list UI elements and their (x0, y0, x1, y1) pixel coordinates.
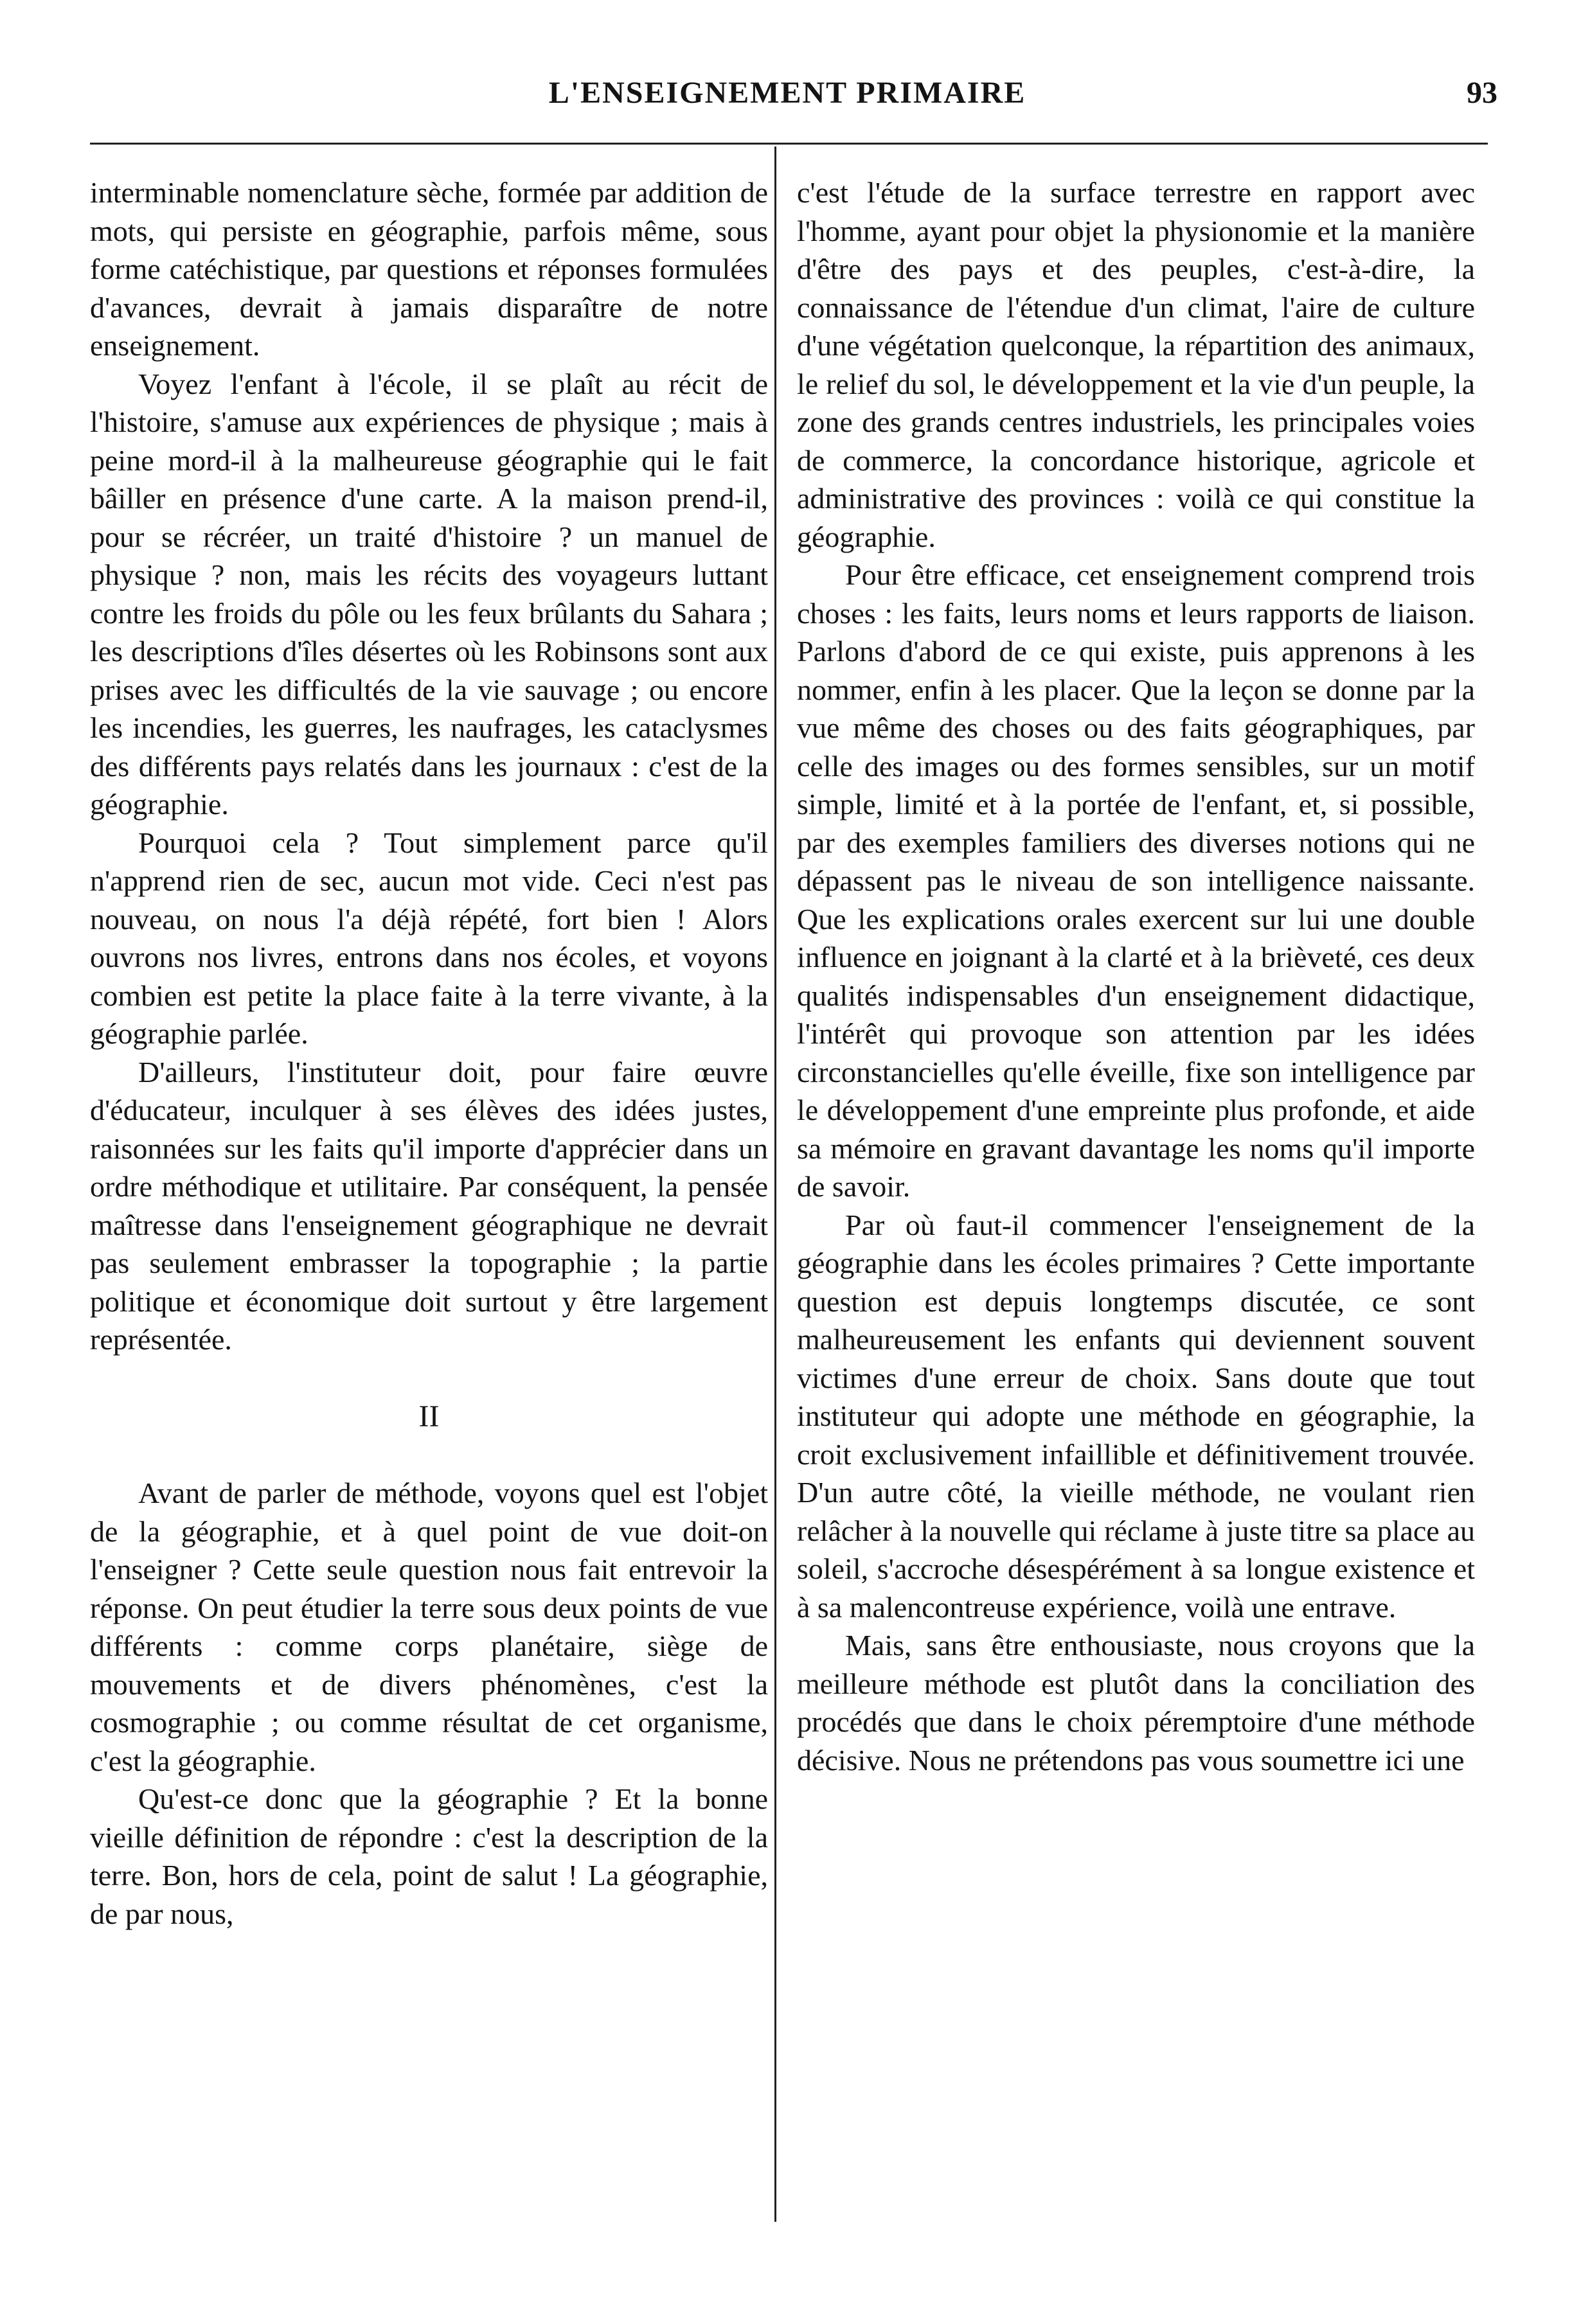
left-column (90, 173, 768, 1933)
paragraph: Avant de parler de méthode, voyons quel est l'objet de la géographie, et à quel point de vue doit-on l'enseigner ? Cette seule question nous fait entrevoir la réponse. On peut étudier la terre sous deux points de vue différents : comme corps planétaire, siège de mouvements et de divers phénomènes, c'est la cosmographie ; ou comme résultat de cet organisme, c'est la géographie. (90, 1477, 768, 1777)
page-number: 93 (1467, 76, 1497, 110)
paragraph: Pourquoi cela ? Tout simplement parce qu'il n'apprend rien de sec, aucun mot vide. Ceci n'est pas nouveau, on nous l'a déjà répété, fort bien ! Alors ouvrons nos livres, entrons dans nos écoles, et voyons combien est petite la place faite à la terre vivante, à la géographie parlée. (90, 826, 768, 1050)
paragraph-continued: c'est l'étude de la surface terrestre en rapport avec l'homme, ayant pour objet la physionomie et la manière d'être des pays et des peuples, c'est-à-dire, la connaissance de l'étendue d'un climat, l'aire de culture d'une végétation quelconque, la répartition des animaux, le relief du sol, le développement et la vie d'un peuple, la zone des grands centres industriels, les principales voies de commerce, la concordance historique, agricole et administrative des provinces : voilà ce qui constitue la géographie. (797, 176, 1475, 553)
paragraph: D'ailleurs, l'instituteur doit, pour faire œuvre d'éducateur, inculquer à ses élèves des idées justes, raisonnées sur les faits qu'il importe d'apprécier dans un ordre méthodique et utilitaire. Par conséquent, la pensée maîtresse dans l'enseignement géographique ne devrait pas seulement embrasser la topographie ; la partie politique et économique doit surtout y être largement représentée. (90, 1055, 768, 1356)
paragraph: Par où faut-il commencer l'enseignement de la géographie dans les écoles primaires ? Cette importante question est depuis longtemps discutée, ce sont malheureusement les enfants qui deviennent souvent victimes d'une erreur de choix. Sans doute que tout instituteur qui adopte une méthode en géographie, la croit exclusivement infaillible et définitivement trouvée. D'un autre côté, la vieille méthode, ne voulant rien relâcher à la nouvelle qui réclame à juste titre sa place au soleil, s'accroche désespérément à sa longue existence et à sa malencontreuse expérience, voilà une entrave. (797, 1208, 1475, 1624)
paragraph: Qu'est-ce donc que la géographie ? Et la bonne vieille définition de répondre : c'est la description de la terre. Bon, hors de cela, point de salut ! La géographie, de par nous, (90, 1782, 768, 1930)
column-divider (774, 146, 776, 2222)
page-header (77, 64, 1497, 122)
right-column (797, 173, 1475, 1779)
paragraph: Mais, sans être enthousiaste, nous croyons que la meilleure méthode est plutôt dans la conciliation des procédés que dans le choix péremptoire d'une méthode décisive. Nous ne prétendons pas vous soumettre ici une (797, 1629, 1475, 1777)
paragraph: Pour être efficace, cet enseignement comprend trois choses : les faits, leurs noms et leurs rapports de liaison. Parlons d'abord de ce qui existe, puis apprenons à les nommer, enfin à les placer. Que la leçon se donne par la vue même des choses ou des faits géographiques, par celle des images ou des formes sensibles, sur un motif simple, limité et à la portée de l'enfant, et, si possible, par des exemples familiers des diverses notions qui ne dépassent pas le niveau de son intelligence naissante. Que les explications orales exercent sur lui une double influence en joignant à la clarté et à la brièveté, ces deux qualités indispensables d'un enseignement didactique, l'intérêt qui provoque son attention par les idées circonstancielles qu'elle éveille, fixe son intelligence par le développement d'une empreinte plus profonde, et aide sa mémoire en gravant davantage les noms qu'il importe de savoir. (797, 558, 1475, 1203)
paragraph-continued: interminable nomenclature sèche, formée par addition de mots, qui persiste en géographie, parfois même, sous forme catéchistique, par questions et réponses formulées d'avances, devrait à jamais disparaître de notre enseignement. (90, 176, 768, 362)
header-rule (90, 143, 1488, 145)
paragraph: Voyez l'enfant à l'école, il se plaît au récit de l'histoire, s'amuse aux expériences de physique ; mais à peine mord-il à la malheureuse géographie qui le fait bâiller en présence d'une carte. A la maison prend-il, pour se récréer, un traité d'histoire ? un manuel de physique ? non, mais les récits des voyageurs luttant contre les froids du pôle ou les feux brûlants du Sahara ; les descriptions d'îles désertes où les Robinsons sont aux prises avec les difficultés de la vie sauvage ; ou encore les incendies, les guerres, les naufrages, les cataclysmes des différents pays relatés dans les journaux : c'est de la géographie. (90, 367, 768, 820)
running-title: L'ENSEIGNEMENT PRIMAIRE (548, 76, 1026, 110)
section-number: II (418, 1399, 440, 1433)
